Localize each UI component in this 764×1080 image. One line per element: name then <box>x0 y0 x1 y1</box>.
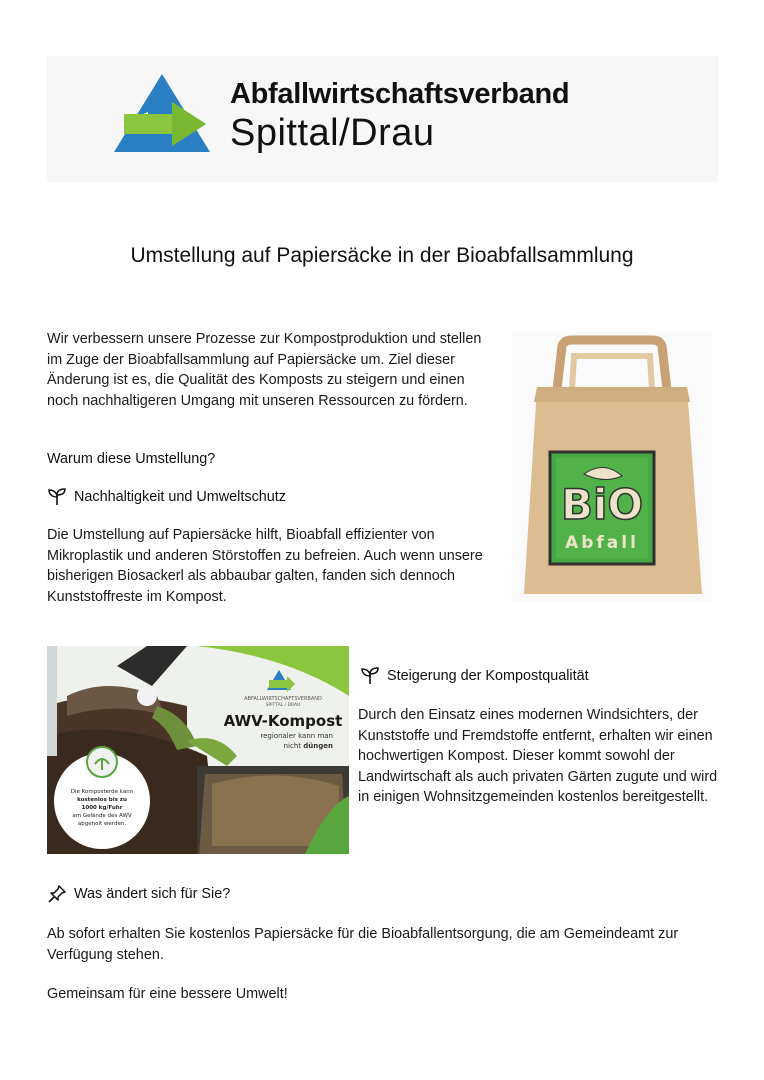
logo-title: Abfallwirtschaftsverband <box>230 78 570 110</box>
section-changes-text: Ab sofort erhalten Sie kostenlos Papiersäcke für die Bioabfallentsorgung, die am Gemeindeamt zur Verfügung stehen. <box>47 926 679 963</box>
awv-logo-icon <box>114 72 214 154</box>
section-quality-heading <box>360 666 589 686</box>
circle-line-1: Die Komposterde kann <box>70 789 134 795</box>
pushpin-icon <box>47 884 67 904</box>
closing-text: Gemeinsam für eine bessere Umwelt! <box>47 986 288 1002</box>
section-sustainability-title: Nachhaltigkeit und Umweltschutz <box>74 489 286 505</box>
section-quality-title: Steigerung der Kompostqualität <box>387 668 589 684</box>
ad-org-name: ABFALLWIRTSCHAFTSVERBAND <box>244 696 322 702</box>
section-quality-text: Durch den Einsatz eines modernen Windsichters, der Kunststoffe und Fremdstoffe entfernt, erhalten wir einen hochwertigen Kompost. Dieser kommt sowohl der Landwirtschaft als auch privaten Gärten zugute und wird in einigen Wohnsitzgemeinden kostenlos bereitgestellt. <box>358 707 718 806</box>
circle-line-5: abgeholt werden. <box>77 821 127 827</box>
ad-tagline-1: regionaler kann man <box>260 732 333 740</box>
section-sustainability-text: Die Umstellung auf Papiersäcke hilft, Bioabfall effizienter von Mikroplastik und anderen Störstoffen zu befreien. Auch wenn unsere bisherigen Biosackerl als abbaubar galten, fanden sich dennoch Kunststoffreste im Kompost. <box>47 527 483 605</box>
awv-kompost-ad-image <box>47 646 349 854</box>
seedling-icon <box>360 666 380 686</box>
circle-line-3: 1000 kg/Fuhr <box>81 805 123 811</box>
bio-paper-bag-image <box>512 332 712 602</box>
ad-tagline-2 <box>284 742 333 750</box>
section-sustainability-heading <box>47 487 286 507</box>
circle-line-4: am Gelände des AWV <box>72 813 132 819</box>
ad-title: AWV-Kompost <box>223 712 343 730</box>
why-heading-text: Warum diese Umstellung? <box>47 451 216 467</box>
document-title: Umstellung auf Papiersäcke in der Bioabfallsammlung <box>130 244 634 267</box>
intro-paragraph: Wir verbessern unsere Prozesse zur Kompostproduktion und stellen im Zuge der Bioabfallsammlung auf Papiersäcke um. Ziel dieser Änderung ist es, die Qualität des Komposts zu steigern und einen noch nachhaltigeren Umgang mit unseren Ressourcen zu fördern. <box>47 331 482 409</box>
ad-tagline-2a: nicht <box>283 742 304 750</box>
section-changes-title: Was ändert sich für Sie? <box>74 886 231 902</box>
seedling-icon <box>47 487 67 507</box>
bag-label-bio: BiO <box>560 480 644 529</box>
why-heading <box>47 449 215 469</box>
ad-tagline-2b: düngen <box>303 742 333 750</box>
section-changes-heading <box>47 884 230 904</box>
bag-label-abfall: Abfall <box>565 533 639 553</box>
logo-banner <box>46 56 718 182</box>
ad-org-sub: SPITTAL / DRAU <box>265 703 301 708</box>
logo-subtitle: Spittal/Drau <box>230 112 435 154</box>
circle-line-2: kostenlos bis zu <box>77 797 127 803</box>
